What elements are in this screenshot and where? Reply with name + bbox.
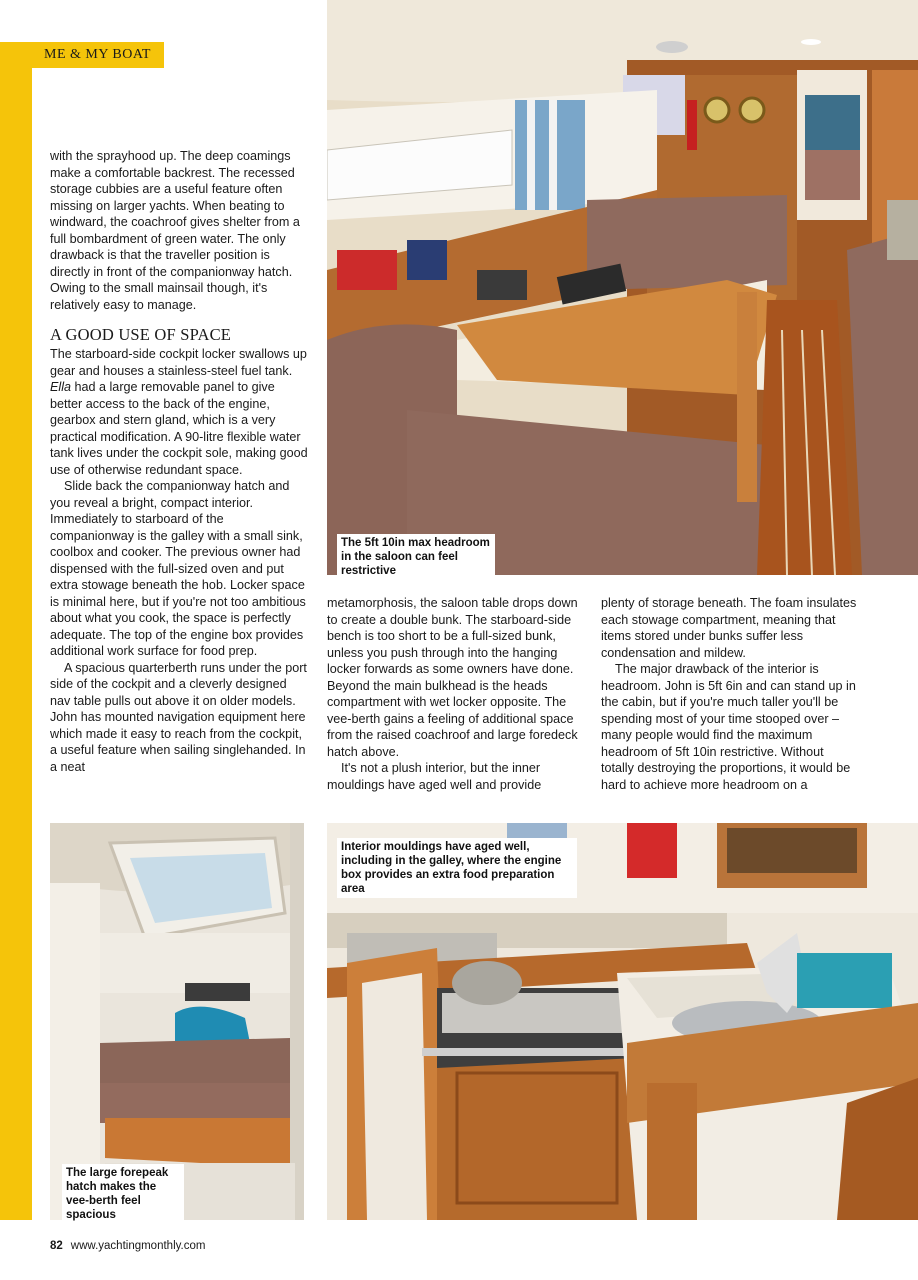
paragraph: It's not a plush interior, but the inner mouldings have aged well and provide (327, 761, 542, 792)
paragraph: The major drawback of the interior is headroom. John is 5ft 6in and can stand up in the cabin, but if you're much taller you'll be spending most of your time stooped over – many people would find the maximum headroom of 5ft 10in restrictive. Without totally destroying the proportions, it would be hard to achieve more headroom on a (601, 662, 856, 792)
paragraph: plenty of storage beneath. The foam insulates each stowage compartment, meaning that items stored under bunks suffer less condensation and mildew. (601, 596, 857, 660)
text-run: The starboard-side cockpit locker swallows up gear and houses a stainless-steel fuel tank. (50, 347, 307, 378)
accent-bar (0, 42, 32, 1220)
paragraph: metamorphosis, the saloon table drops down to create a double bunk. The starboard-side bench is too short to be a full-sized bunk, unless you push through into the hanging locker forwards as some owners have done. Beyond the main bulkhead is the heads compartment with wet locker opposite. The vee-berth gains a feeling of additional space from the raised coachroof and large foredeck hatch above. (327, 596, 578, 759)
forepeak-caption: The large forepeak hatch makes the vee-berth feel spacious (62, 1164, 184, 1224)
boat-name: Ella (50, 380, 71, 394)
text-column-1 (50, 148, 308, 775)
paragraph (50, 346, 308, 478)
paragraph: A spacious quarterberth runs under the port side of the cockpit and a cleverly designed nav table pulls out above it on older models. John has mounted navigation equipment here which made it easy to reach from the cockpit, a useful feature when sailing singlehanded. In a neat (50, 660, 307, 774)
website-url: www.yachtingmonthly.com (70, 1240, 206, 1252)
paragraph: Slide back the companionway hatch and you reveal a bright, compact interior. Immediately to starboard of the companionway is the galley with a small sink, coolbox and cooker. The previous owner had dispensed with the full-sized oven and put extra stowage beneath the hob. Locker space is minimal here, but if you're not too ambitious about what you cook, the space is perfectly adequate. The top of the engine box provides additional work surface for food prep. (50, 479, 306, 658)
page-number: 82 (50, 1240, 63, 1252)
galley-caption: Interior mouldings have aged well, including in the galley, where the engine box provides an extra food preparation area (337, 838, 577, 898)
page-footer (50, 1240, 205, 1252)
text-run: had a large removable panel to give better access to the back of the engine, gearbox and stern gland, which is a very practical modification. A 90-litre flexible water tank lives under the cockpit sole, making good use of otherwise redundant space. (50, 380, 308, 477)
saloon-caption: The 5ft 10in max headroom in the saloon can feel restrictive (337, 534, 495, 580)
paragraph: with the sprayhood up. The deep coamings make a comfortable backrest. The recessed storage cubbies are a useful feature often missing on larger yachts. When beating to windward, the coachroof gives shelter from a full bombardment of green water. The only drawback is that the traveller position is directly in front of the companionway hatch. Owing to the small mainsail though, it's relatively easy to manage. (50, 149, 300, 312)
forepeak-photo (50, 823, 304, 1220)
saloon-photo (327, 0, 918, 575)
section-tab: ME & MY BOAT (32, 42, 164, 68)
text-column-3 (601, 595, 859, 793)
section-heading: A GOOD USE OF SPACE (50, 325, 232, 344)
text-column-2 (327, 595, 585, 793)
